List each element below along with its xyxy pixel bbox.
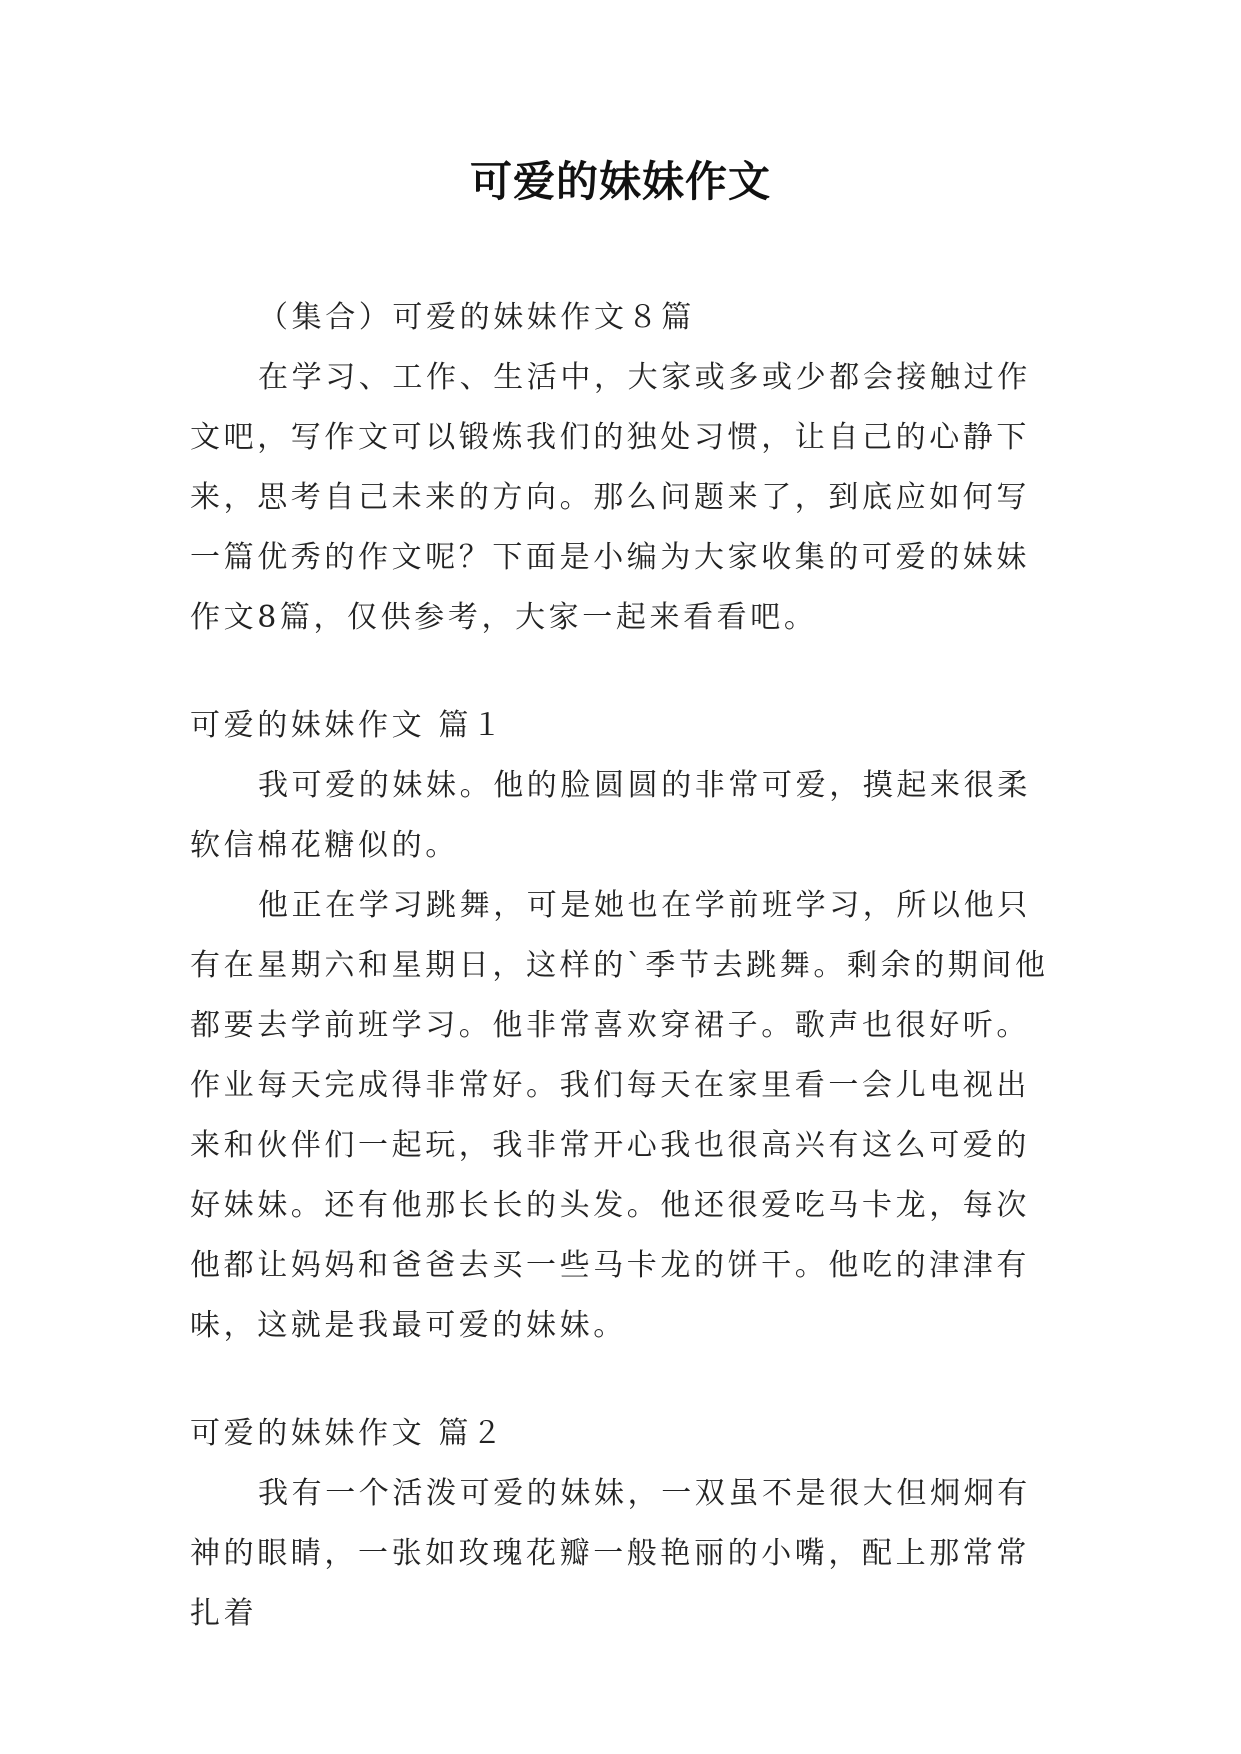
- intro-paragraph: 在学习、工作、生活中，大家或多或少都会接触过作文吧，写作文可以锻炼我们的独处习惯，让自己的心静下来，思考自己未来的方向。那么问题来了，到底应如何写一篇优秀的作文呢？下面是小编为大家收集的可爱的妹妹作文8篇，仅供参考，大家一起来看看吧。: [190, 360, 1031, 635]
- document-body: [190, 288, 1050, 1644]
- document-subtitle: （集合）可爱的妹妹作文８篇: [258, 300, 695, 335]
- document-title: 可爱的妹妹作文: [469, 157, 771, 206]
- section-heading-2: 可爱的妹妹作文 篇２: [190, 1416, 506, 1451]
- section-heading-1: 可爱的妹妹作文 篇１: [190, 708, 506, 743]
- section-1-paragraph-1: 我可爱的妹妹。他的脸圆圆的非常可爱，摸起来很柔软信棉花糖似的。: [190, 768, 1031, 863]
- section-1-paragraph-2: 他正在学习跳舞，可是她也在学前班学习，所以他只有在星期六和星期日，这样的`季节去跳舞。剩余的期间他都要去学前班学习。他非常喜欢穿裙子。歌声也很好听。作业每天完成得非常好。我们每天在家里看一会儿电视出来和伙伴们一起玩，我非常开心我也很高兴有这么可爱的好妹妹。还有他那长长的头发。他还很爱吃马卡龙，每次他都让妈妈和爸爸去买一些马卡龙的饼干。他吃的津津有味，这就是我最可爱的妹妹。: [190, 888, 1049, 1343]
- section-2-paragraph-1: 我有一个活泼可爱的妹妹，一双虽不是很大但炯炯有神的眼睛，一张如玫瑰花瓣一般艳丽的小嘴，配上那常常扎着: [190, 1476, 1031, 1631]
